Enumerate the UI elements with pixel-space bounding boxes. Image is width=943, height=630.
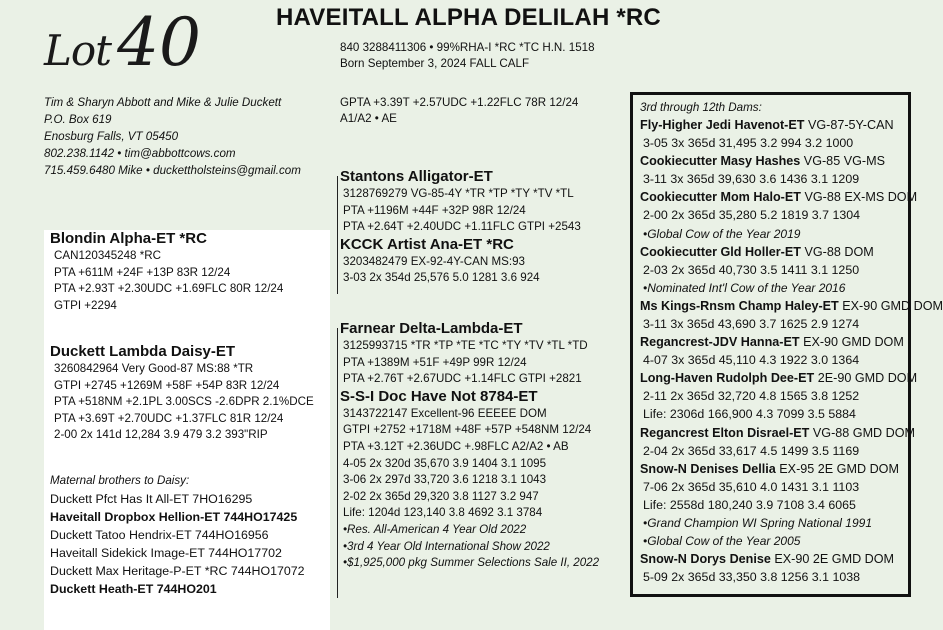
sire-line: CAN120345248 *RC — [54, 249, 161, 262]
dam-dam-line: Life: 1204d 123,140 3.8 4692 3.1 3784 — [343, 506, 543, 520]
dam-entry-title: Snow-N Denises Dellia — [640, 461, 776, 476]
dam-entry-name — [640, 152, 943, 170]
dam-entry-class: VG-85 VG-MS — [803, 154, 885, 169]
registration-number: 840 3288411306 • 99%RHA-I *RC *TC H.N. 1518 — [340, 41, 595, 54]
dam-dam-line: GTPI +2752 +1718M +48F +57P +548NM 12/24 — [343, 423, 592, 437]
maternal-brothers — [50, 472, 305, 598]
sire-dam-line: 3203482479 EX-92-4Y-CAN MS:93 — [343, 254, 525, 268]
dam-dam-honor: •$1,925,000 pkg Summer Selections Sale II, 2022 — [343, 556, 600, 570]
genomic-info — [340, 95, 578, 127]
sire-line: PTA +611M +24F +13P 83R 12/24 — [54, 265, 231, 279]
dam-dam-line: PTA +3.12T +2.36UDC +.98FLC A2/A2 • AB — [343, 439, 569, 453]
dam-dam-honor: •3rd 4 Year Old International Show 2022 — [343, 539, 550, 553]
dam-entry-title: Snow-N Dorys Denise — [640, 552, 771, 567]
dam-sire-line: 3125993715 *TR *TP *TE *TC *TY *TV *TL *TD — [343, 339, 588, 352]
dam-parents — [340, 320, 599, 572]
dam-dam-honor: •Res. All-American 4 Year Old 2022 — [343, 522, 527, 536]
dam-entry-title: Fly-Higher Jedi Havenot-ET — [640, 118, 805, 132]
lot-word: Lot — [44, 26, 112, 75]
dam-line: PTA +518NM +2.1PL 3.00SCS -2.6DPR 2.1%DCE — [54, 395, 314, 408]
sire-sire-line: PTA +1196M +44F +32P 98R 12/24 — [343, 203, 526, 217]
consignor-phone-2: 715.459.6480 Mike • duckettholsteins@gmail.com — [44, 164, 301, 177]
lot-number — [44, 4, 201, 81]
dam-entry-class: EX-90 GMD DOM — [803, 335, 904, 350]
consignor-city: Enosburg Falls, VT 05450 — [44, 130, 179, 143]
dam-entry-name — [640, 297, 943, 315]
dam-entry-name — [640, 369, 943, 387]
dam-entry-class: 2E-90 GMD DOM — [817, 371, 918, 386]
consignor-phone-1: 802.238.1142 • tim@abbottcows.com — [44, 147, 236, 160]
dam-entry-class: VG-88 DOM — [804, 244, 874, 259]
dam-entry-class: EX-90 2E GMD DOM — [774, 552, 895, 567]
dam-entry-record: 2-03 2x 365d 40,730 3.5 1411 3.1 1250 — [643, 262, 860, 277]
dam-entry-class: VG-88 GMD DOM — [812, 425, 916, 440]
dam-entry-record: Life: 2306d 166,900 4.3 7099 3.5 5884 — [643, 407, 856, 422]
sire-dam-line: 3-03 2x 354d 25,576 5.0 1281 3.6 924 — [343, 271, 540, 285]
registration-info — [340, 40, 595, 72]
dam-entry-name — [640, 424, 943, 442]
dam-entry-name — [640, 243, 943, 261]
maternal-heading: Maternal brothers to Daisy: — [50, 474, 190, 487]
dam-entry-title: Cookiecutter Masy Hashes — [640, 154, 801, 169]
dams-list — [640, 100, 943, 586]
consignor-names: Tim & Sharyn Abbott and Mike & Julie Duckett — [44, 96, 282, 109]
dam-entry-name — [640, 116, 943, 134]
dam-entry-record: 4-07 3x 365d 45,110 4.3 1922 3.0 1364 — [643, 353, 860, 368]
dam-entry-title: Long-Haven Rudolph Dee-ET — [640, 371, 815, 386]
dam-dam-line: 2-02 2x 365d 29,320 3.8 1127 3.2 947 — [343, 489, 539, 503]
dam-entry-record: 5-09 2x 365d 33,350 3.8 1256 3.1 1038 — [643, 570, 861, 585]
sire-parents — [340, 168, 581, 287]
dam-entry-note: •Global Cow of the Year 2005 — [643, 534, 801, 549]
dam-entry-title: Cookiecutter Mom Halo-ET — [640, 190, 801, 205]
animal-title: HAVEITALL ALPHA DELILAH *RC — [276, 4, 661, 31]
dam-entry-class: EX-90 GMD DOM — [842, 298, 943, 313]
dam-entry-note: •Grand Champion WI Spring National 1991 — [643, 516, 872, 531]
gpta-line: GPTA +3.39T +2.57UDC +1.22FLC 78R 12/24 — [340, 96, 579, 109]
sire-dam-name: KCCK Artist Ana-ET *RC — [340, 235, 514, 253]
brother-item: Haveitall Sidekick Image-ET 744HO17702 — [50, 546, 282, 560]
dam-entry-class: VG-88 EX-MS DOM — [804, 190, 918, 205]
sire-sire-line: 3128769279 VG-85-4Y *TR *TP *TY *TV *TL — [343, 187, 574, 200]
dam-entry-name — [640, 188, 943, 206]
dam-entry-note: •Nominated Int'l Cow of the Year 2016 — [643, 280, 846, 295]
dam-dam-line: 3143722147 Excellent-96 EEEEE DOM — [343, 406, 547, 420]
birth-date: Born September 3, 2024 FALL CALF — [340, 57, 530, 70]
dam-sire-name: Farnear Delta-Lambda-ET — [340, 320, 523, 337]
dam-block — [50, 343, 314, 444]
consignor-po-box: P.O. Box 619 — [44, 113, 112, 126]
dam-entry-title: Regancrest-JDV Hanna-ET — [640, 335, 800, 350]
consignor-contact — [44, 94, 301, 179]
dam-entry-record: 3-11 3x 365d 43,690 3.7 1625 2.9 1274 — [643, 316, 860, 331]
dam-entry-record: 7-06 2x 365d 35,610 4.0 1431 3.1 1103 — [643, 479, 860, 494]
dam-entry-record: 2-00 2x 365d 35,280 5.2 1819 3.7 1304 — [643, 208, 861, 223]
dam-sire-line: PTA +1389M +51F +49P 99R 12/24 — [343, 355, 527, 369]
sire-block — [50, 230, 283, 314]
dam-entry-title: Cookiecutter Gld Holler-ET — [640, 244, 801, 259]
dam-dam-name: S-S-I Doc Have Not 8784-ET — [340, 387, 538, 405]
dam-line: PTA +3.69T +2.70UDC +1.37FLC 81R 12/24 — [54, 411, 284, 425]
brother-item: Duckett Max Heritage-P-ET *RC 744HO17072 — [50, 564, 305, 578]
brother-item: Duckett Tatoo Hendrix-ET 744HO16956 — [50, 528, 269, 542]
dam-entry-record: 2-11 2x 365d 32,720 4.8 1565 3.8 1252 — [643, 389, 860, 404]
sire-line: GTPI +2294 — [54, 298, 117, 312]
dam-sire-line: PTA +2.76T +2.67UDC +1.14FLC GTPI +2821 — [343, 372, 582, 386]
dam-entry-record: Life: 2558d 180,240 3.9 7108 3.4 6065 — [643, 498, 856, 513]
dam-name: Duckett Lambda Daisy-ET — [50, 343, 236, 360]
dams-heading: 3rd through 12th Dams: — [640, 101, 762, 114]
lot-digits: 40 — [117, 4, 202, 81]
dam-line: 3260842964 Very Good-87 MS:88 *TR — [54, 362, 254, 375]
sire-sire-line: PTA +2.64T +2.40UDC +1.11FLC GTPI +2543 — [343, 220, 581, 234]
dam-entry-class: VG-87-5Y-CAN — [807, 118, 894, 132]
dam-entry-title: Ms Kings-Rnsm Champ Haley-ET — [640, 298, 839, 313]
dam-entry-record: 2-04 2x 365d 33,617 4.5 1499 3.5 1169 — [643, 443, 860, 458]
sire-sire-name: Stantons Alligator-ET — [340, 168, 493, 185]
dam-line: 2-00 2x 141d 12,284 3.9 479 3.2 393"RIP — [54, 428, 268, 441]
sire-name: Blondin Alpha-ET *RC — [50, 230, 207, 247]
dam-entry-record: 3-05 3x 365d 31,495 3.2 994 3.2 1000 — [643, 136, 854, 150]
dam-entry-record: 3-11 3x 365d 39,630 3.6 1436 3.1 1209 — [643, 172, 860, 187]
dam-entry-class: EX-95 2E GMD DOM — [779, 461, 899, 476]
sire-line: PTA +2.93T +2.30UDC +1.69FLC 80R 12/24 — [54, 282, 284, 295]
brother-item: Duckett Heath-ET 744HO201 — [50, 582, 217, 596]
dam-entry-note: •Global Cow of the Year 2019 — [643, 226, 801, 241]
dam-entry-name — [640, 460, 943, 478]
dam-entry-name — [640, 550, 943, 568]
brother-item: Duckett Pfct Has It All-ET 7HO16295 — [50, 492, 253, 506]
brother-item: Haveitall Dropbox Hellion-ET 744HO17425 — [50, 510, 298, 524]
dam-line: GTPI +2745 +1269M +58F +54P 83R 12/24 — [54, 378, 280, 392]
dam-dam-line: 4-05 2x 320d 35,670 3.9 1404 3.1 1095 — [343, 456, 547, 470]
beta-codes: A1/A2 • AE — [340, 112, 397, 125]
dams-box — [630, 92, 943, 597]
dam-entry-title: Regancrest Elton Disrael-ET — [640, 425, 810, 440]
dam-entry-name — [640, 333, 943, 351]
dam-dam-line: 3-06 2x 297d 33,720 3.6 1218 3.1 1043 — [343, 473, 547, 487]
